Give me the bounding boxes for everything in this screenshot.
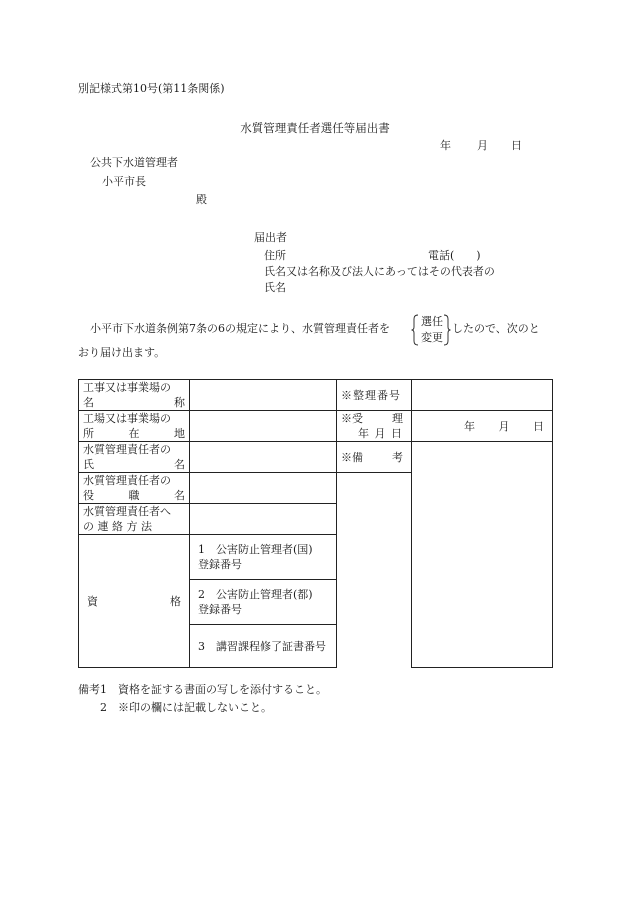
label-business-location: 工場又は事業場の 所 在 地: [79, 411, 190, 442]
date-day-label: 日: [511, 139, 522, 152]
addressee-mayor: 小平市長: [102, 175, 146, 188]
label-qualification: 資 格: [79, 535, 190, 668]
statement-text: 小平市下水道条例第7条の6の規定により、水質管理責任者を: [90, 322, 390, 335]
notifier-name-label: 氏名: [264, 281, 286, 294]
notifier-name-note: 氏名又は名称及び法人にあってはその代表者の: [264, 265, 495, 278]
contact-method-cell[interactable]: [190, 504, 337, 535]
document-title: 水質管理責任者選任等届出書: [240, 121, 390, 135]
label-manager-position: 水質管理責任者の 役 職 名: [79, 473, 190, 504]
form-number: 別記様式第10号(第11条関係): [78, 82, 225, 95]
addressee-title: 公共下水道管理者: [90, 156, 178, 169]
statement-text-line2: おり届け出ます。: [78, 346, 166, 359]
reference-number-cell: [412, 380, 553, 411]
business-location-cell[interactable]: [190, 411, 337, 442]
date-month-label: 月: [477, 139, 488, 152]
notifier-address-label: 住所: [264, 249, 286, 262]
note-2: 2 ※印の欄には記載しないこと。: [100, 701, 272, 714]
qualification-item-2[interactable]: 2 公害防止管理者(都) 登録番号: [190, 580, 337, 625]
label-remarks: ※備 考: [337, 442, 412, 473]
option-change: 変更: [421, 331, 443, 344]
statement-text-after: したので、次のと: [452, 322, 540, 335]
option-appointment: 選任: [421, 315, 443, 328]
qualification-item-1[interactable]: 1 公害防止管理者(国) 登録番号: [190, 535, 337, 580]
notification-table: [78, 379, 553, 668]
manager-name-cell[interactable]: [190, 442, 337, 473]
note-1: 備考1 資格を証する書面の写しを添付すること。: [78, 683, 327, 696]
receipt-date-cell: [412, 411, 553, 442]
manager-position-cell[interactable]: [190, 473, 337, 504]
label-reference-number: ※整理番号: [337, 380, 412, 411]
remarks-cell: [412, 442, 553, 668]
notifier-phone-label: 電話( ): [428, 249, 481, 262]
label-receipt-date: ※受 理 年 月 日: [337, 411, 412, 442]
receipt-day-label: 日: [533, 419, 544, 433]
label-business-name: 工事又は事業場の 名 称: [79, 380, 190, 411]
label-manager-name: 水質管理責任者の 氏 名: [79, 442, 190, 473]
blank-area: [337, 473, 412, 668]
receipt-month-label: 月: [498, 419, 510, 433]
addressee-honorific: 殿: [196, 193, 207, 206]
date-year-label: 年: [440, 139, 451, 152]
notifier-heading: 届出者: [254, 231, 287, 244]
selection-brace: [411, 314, 451, 346]
qualification-item-3[interactable]: 3 講習課程修了証書番号: [190, 625, 337, 668]
label-contact-method: 水質管理責任者へ の 連 絡 方 法: [79, 504, 190, 535]
business-name-cell[interactable]: [190, 380, 337, 411]
receipt-year-label: 年: [464, 419, 475, 433]
